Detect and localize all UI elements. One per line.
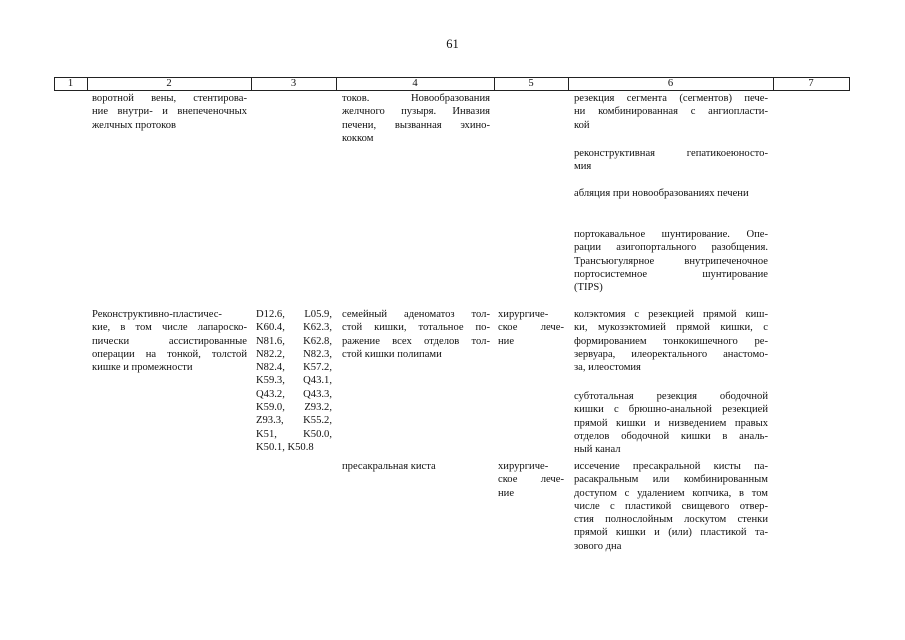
- text-line: кие, в том числе лапароско-: [92, 322, 247, 334]
- text-line: формированием тонкокишечного ре-: [574, 335, 768, 347]
- text-line: мия: [574, 161, 592, 173]
- text-line: абляция при новообразованиях печени: [574, 188, 749, 199]
- text-line: кишке и промежности: [92, 362, 193, 374]
- text-line: иссечение пресакральной кисты па-: [574, 461, 768, 472]
- text-line: хирургиче-: [498, 309, 549, 320]
- text-line: реконструктивная гепатикоеюносто-: [574, 148, 768, 159]
- row-colorectal-col6-item2: [574, 390, 768, 456]
- text-line: D12.6, L05.9,: [256, 309, 332, 320]
- text-line: K59.0, Z93.2,: [256, 402, 332, 414]
- header-bottom-rule: [54, 90, 850, 91]
- text-line: рации азигопортального разобщения.: [574, 242, 768, 254]
- row-colorectal-col2: [92, 308, 247, 374]
- text-line: N82.4, K57.2,: [256, 362, 332, 374]
- text-line: числе с пластикой свищевого отвер-: [574, 500, 768, 512]
- text-line: K59.3, Q43.1,: [256, 375, 332, 387]
- row-colorectal-col4: [342, 308, 490, 361]
- text-line: (TIPS): [574, 282, 603, 294]
- text-line: токов. Новообразования: [342, 93, 490, 104]
- text-line: K60.4, K62.3,: [256, 322, 332, 334]
- text-line: портосистемное шунтирование: [574, 268, 768, 280]
- row-portal-col6-item3: [574, 187, 768, 200]
- column-number-7: 7: [808, 78, 814, 89]
- text-line: стия полнослойным лоскутом стенки: [574, 514, 768, 526]
- text-line: печени, вызванная эхино-: [342, 119, 490, 131]
- text-line: Z93.3, K55.2,: [256, 415, 332, 427]
- text-line: отделов ободочной кишки в аналь-: [574, 430, 768, 442]
- column-number-1: 1: [67, 78, 74, 89]
- text-line: портокавальное шунтирование. Опе-: [574, 229, 768, 240]
- text-line: желчного пузыря. Инвазия: [342, 106, 490, 118]
- row-portal-col6-item1: [574, 92, 768, 132]
- text-line: ское лече-: [498, 322, 564, 334]
- column-number-2: 2: [166, 78, 172, 89]
- row-colorectal-col6-item1: [574, 308, 768, 374]
- text-line: желчных протоков: [92, 119, 177, 131]
- text-line: доступом с удалением копчика, в том: [574, 487, 768, 499]
- text-line: прямой кишки и низведением правых: [574, 417, 768, 429]
- row-portal-col6-item2: [574, 147, 768, 174]
- text-line: стой кишки, тотальное по-: [342, 322, 490, 334]
- text-line: хирургиче-: [498, 461, 549, 472]
- text-line: прямой кишки и (или) пластикой та-: [574, 527, 768, 539]
- text-line: Реконструктивно-пластичес-: [92, 309, 222, 320]
- text-line: ние внутри- и внепеченочных: [92, 106, 247, 118]
- row-portal-col2: [92, 92, 247, 132]
- row-presacral-col4: [342, 460, 490, 473]
- row-presacral-col5: [498, 460, 564, 500]
- row-colorectal-col3-codes: [256, 308, 332, 454]
- text-line: кишки с брюшно-анальной резекцией: [574, 404, 768, 416]
- text-line: ское лече-: [498, 474, 564, 486]
- text-line: Q43.2, Q43.3,: [256, 388, 332, 400]
- row-presacral-col6-item1: [574, 460, 768, 553]
- column-number-3: 3: [290, 78, 297, 89]
- text-line: N82.2, N82.3,: [256, 348, 332, 360]
- text-line: субтотальная резекция ободочной: [574, 391, 768, 402]
- row-portal-col6-item4: [574, 228, 768, 294]
- text-line: ный канал: [574, 444, 621, 456]
- text-line: ки, мукозэктомией прямой кишки, с: [574, 322, 768, 334]
- text-line: ние: [498, 487, 515, 499]
- text-line: стой кишки полипами: [342, 348, 442, 360]
- text-line: зового дна: [574, 540, 622, 552]
- text-line: за, илеостомия: [574, 362, 641, 374]
- text-line: ни комбинированная с ангиопласти-: [574, 106, 768, 118]
- text-line: ние: [498, 335, 515, 347]
- text-line: расакральным или комбинированным: [574, 474, 768, 486]
- text-line: зервуара, илеоректального анастомо-: [574, 348, 768, 360]
- text-line: семейный аденоматоз тол-: [342, 309, 490, 320]
- row-portal-col4: [342, 92, 490, 145]
- page-number: 61: [446, 37, 459, 51]
- text-line: пресакральная киста: [342, 461, 436, 472]
- text-line: Трансъюгулярное внутрипеченочное: [574, 255, 768, 267]
- text-line: K50.1, K50.8: [256, 441, 314, 453]
- text-line: кой: [574, 119, 590, 131]
- text-line: колэктомия с резекцией прямой киш-: [574, 309, 768, 320]
- text-line: K51, K50.0,: [256, 428, 332, 440]
- text-line: пически ассистированные: [92, 335, 247, 347]
- text-line: операции на тонкой, толстой: [92, 348, 247, 360]
- text-line: резекция сегмента (сегментов) пече-: [574, 93, 768, 104]
- text-line: N81.6, K62.8,: [256, 335, 332, 347]
- column-number-5: 5: [528, 78, 534, 89]
- text-line: кокком: [342, 132, 374, 144]
- row-colorectal-col5: [498, 308, 564, 348]
- text-line: ражение всех отделов тол-: [342, 335, 490, 347]
- column-number-6: 6: [667, 78, 674, 89]
- text-line: воротной вены, стентирова-: [92, 93, 247, 104]
- column-number-4: 4: [412, 78, 418, 89]
- column-divider: [849, 77, 850, 90]
